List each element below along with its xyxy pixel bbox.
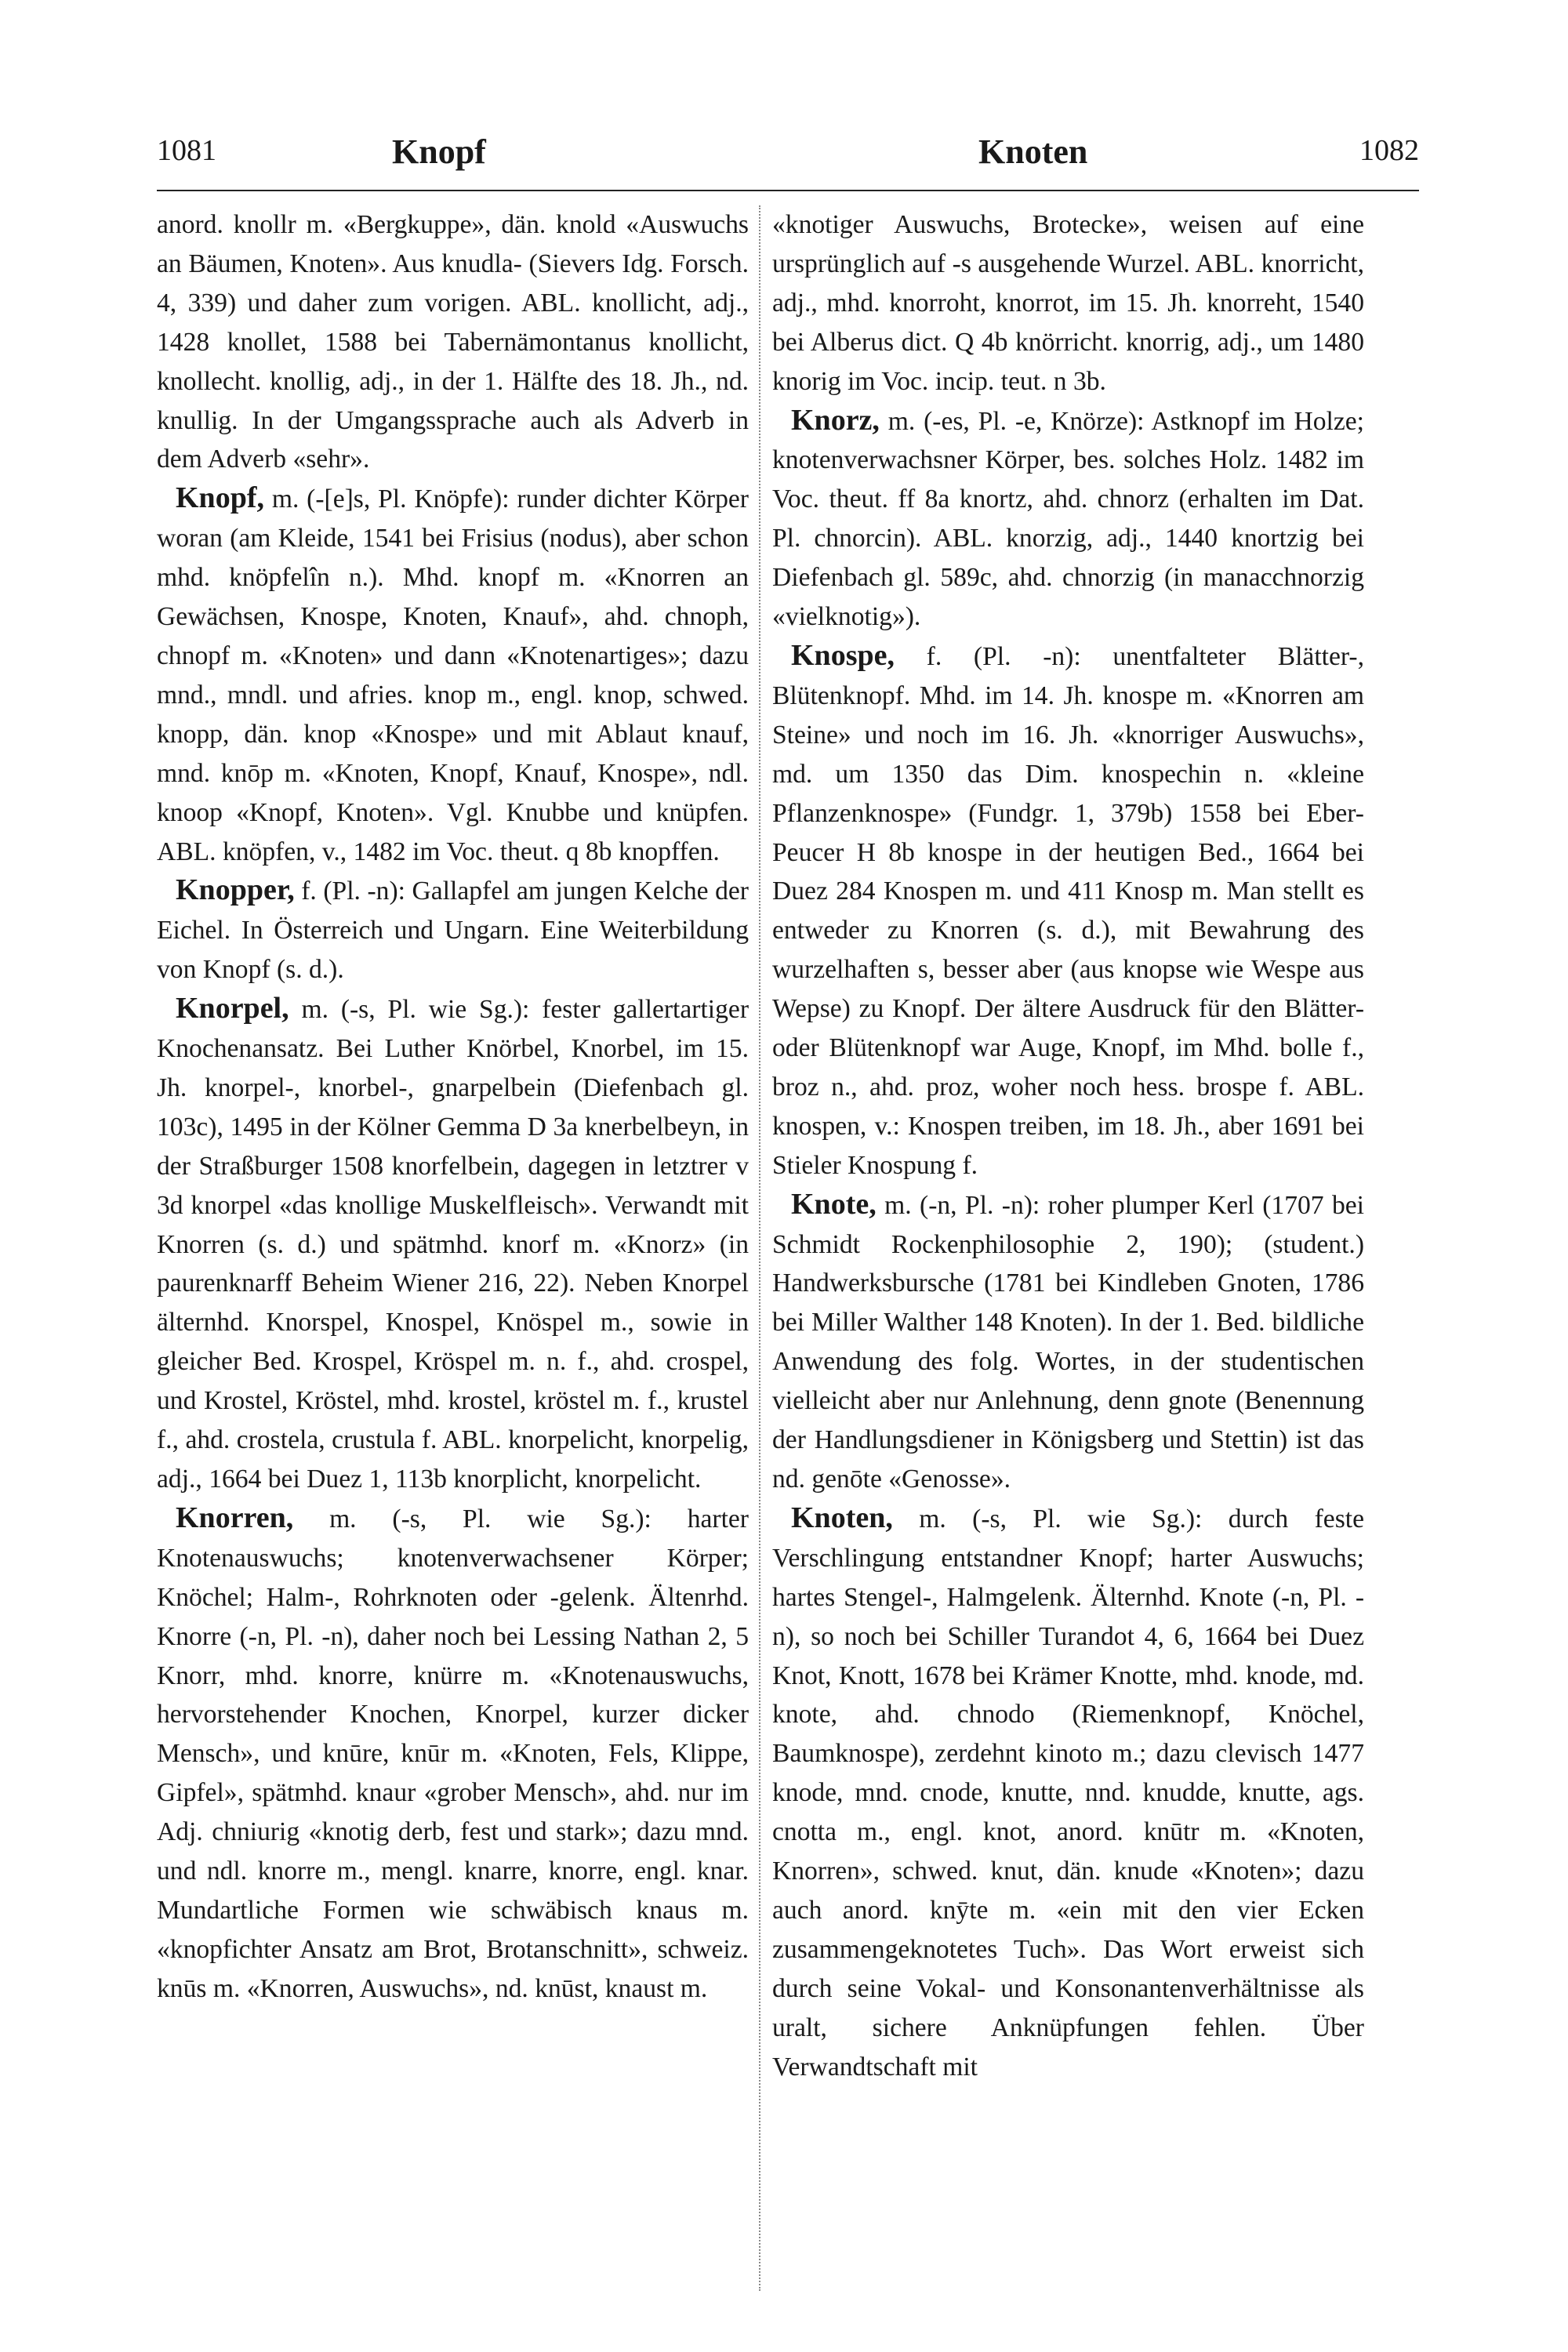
entry-headword: Knorren, <box>176 1501 294 1534</box>
dictionary-entry <box>772 637 1364 1185</box>
page-header <box>157 133 1419 188</box>
left-column <box>157 205 749 2322</box>
column-divider <box>759 205 761 2291</box>
dictionary-entry <box>772 1499 1364 2087</box>
dictionary-entry <box>157 989 749 1499</box>
entry-headword: Knote, <box>791 1187 877 1221</box>
header-rule <box>157 190 1419 191</box>
right-guide-word: Knoten <box>978 132 1088 171</box>
entry-text: f. (Pl. -n): unentfalteter Blätter-, Blütenknopf. Mhd. im 14. Jh. knospe m. «Knorren am Steine» und noch im 16. Jh. «knorriger Auswuchs», md. um 1350 das Dim. knospechin n. «kleine Pflanzenknospe» (Fundgr. 1, 379b) 1558 bei Eber-Peucer H 8b knospe in der heutigen Bed., 1664 bei Duez 284 Knospen m. und 411 Knosp m. Man stellt es entweder zu Knorren (s. d.), mit Bewahrung des wurzelhaften s, besser aber (aus knopse wie Wespe aus Wepse) zu Knopf. Der ältere Ausdruck für den Blätter- oder Blütenknopf war Auge, Knopf, im Mhd. bolle f., broz n., ahd. proz, woher noch hess. brospe f. ABL. knospen, v.: Knospen treiben, im 18. Jh., aber 1691 bei Stieler Knospung f. <box>772 641 1364 1180</box>
right-page-number: 1082 <box>1359 134 1419 167</box>
entry-headword: Knospe, <box>791 638 895 672</box>
dictionary-entry <box>157 479 749 871</box>
entry-text: m. (-s, Pl. wie Sg.): harter Knotenauswuchs; knotenverwachsener Körper; Knöchel; Halm-, Rohrknoten oder -gelenk. Ältenrhd. Knorre (-n, Pl. -n), daher noch bei Lessing Nathan 2, 5 Knorr, mhd. knorre, knürre m. «Knotenauswuchs, hervorstehender Knochen, Knorpel, kurzer dicker Mensch», und knūre, knūr m. «Knoten, Fels, Klippe, Gipfel», spätmhd. knaur «grober Mensch», ahd. nur im Adj. chniurig «knotig derb, fest und stark»; dazu mnd. und ndl. knorre m., mengl. knarre, knorre, engl. knar. Mundartliche Formen wie schwäbisch knaus m. «knopfichter Ansatz am Brot, Brotanschnitt», schweiz. knūs m. «Knorren, Auswuchs», nd. knūst, knaust m. <box>157 1504 749 2003</box>
dictionary-entry <box>157 871 749 989</box>
entry-text: «knotiger Auswuchs, Brotecke», weisen auf eine ursprünglich auf -s ausgehende Wurzel. ABL. knorricht, adj., mhd. knorroht, knorrot, im 15. Jh. knorreht, 1540 bei Alberus dict. Q 4b knörricht. knorrig, adj., um 1480 knorig im Voc. incip. teut. n 3b. <box>772 210 1364 396</box>
entry-headword: Knopper, <box>176 873 295 907</box>
entry-text: f. (Pl. -n): Gallapfel am jungen Kelche der Eichel. In Österreich und Ungarn. Eine Weiterbildung von Knopf (s. d.). <box>157 877 749 985</box>
entry-text: m. (-[e]s, Pl. Knöpfe): runder dichter Körper woran (am Kleide, 1541 bei Frisius (nodus), aber schon mhd. knöpfelîn n.). Mhd. knopf m. «Knorren an Gewächsen, Knospe, Knoten, Knauf», ahd. chnoph, chnopf m. «Knoten» und dann «Knotenartiges»; dazu mnd., mndl. und afries. knop m., engl. knop, schwed. knopp, dän. knop «Knospe» und mit Ablaut knauf, mnd. knōp m. «Knoten, Knopf, Knauf, Knospe», ndl. knoop «Knopf, Knoten». Vgl. Knubbe und knüpfen. ABL. knöpfen, v., 1482 im Voc. theut. q 8b knopffen. <box>157 485 749 866</box>
right-column <box>772 205 1364 2322</box>
left-guide-word: Knopf <box>392 132 486 171</box>
entry-text: m. (-n, Pl. -n): roher plumper Kerl (1707 bei Schmidt Rockenphilosophie 2, 190); (student.) Handwerksbursche (1781 bei Kindleben Gnoten, 1786 bei Miller Walther 148 Knoten). In der 1. Bed. bildliche Anwendung des folg. Wortes, in der studentischen vielleicht aber nur Anlehnung, denn gnote (Benennung der Handlungsdiener in Königsberg und Stettin) ist das nd. genōte «Genosse». <box>772 1190 1364 1494</box>
dictionary-entry <box>772 401 1364 637</box>
entry-headword: Knoten, <box>791 1501 893 1534</box>
entry-text: m. (-s, Pl. wie Sg.): durch feste Verschlingung entstandner Knopf; harter Auswuchs; hartes Stengel-, Halmgelenk. Älternhd. Knote (-n, Pl. -n), so noch bei Schiller Turandot 4, 6, 1664 bei Duez Knot, Knott, 1678 bei Krämer Knotte, mhd. knode, md. knote, ahd. chnodo (Riemenknopf, Knöchel, Baumknospe), zerdehnt kinoto m.; dazu clevisch 1477 knode, mnd. cnode, knutte, nnd. knudde, knutte, ags. cnotta m., engl. knot, anord. knūtr m. «Knoten, Knorren», schwed. knut, dän. knude «Knoten»; dazu auch anord. knȳte m. «ein mit den vier Ecken zusammengeknotetes Tuch». Das Wort erweist sich durch seine Vokal- und Konsonantenverhältnisse als uralt, sichere Anknüpfungen fehlen. Über Verwandtschaft mit <box>772 1504 1364 2082</box>
entry-headword: Knorz, <box>791 403 880 437</box>
entry-headword: Knorpel, <box>176 992 289 1025</box>
dictionary-entry <box>157 205 749 479</box>
entry-headword: Knopf, <box>176 481 264 515</box>
left-page-number: 1081 <box>157 134 216 167</box>
entry-text: anord. knollr m. «Bergkuppe», dän. knold «Auswuchs an Bäumen, Knoten». Aus knudla- (Sievers Idg. Forsch. 4, 339) und daher zum vorigen. ABL. knollicht, adj., 1428 knollet, 1588 bei Tabernämontanus knollicht, knollecht. knollig, adj., in der 1. Hälfte des 18. Jh., nd. knullig. In der Umgangssprache auch als Adverb in dem Adverb «sehr». <box>157 210 749 474</box>
entry-text: m. (-s, Pl. wie Sg.): fester gallertartiger Knochenansatz. Bei Luther Knörbel, Knorbel, im 15. Jh. knorpel-, knorbel-, gnarpelbein (Diefenbach gl. 103c), 1495 in der Kölner Gemma D 3a knerbelbeyn, in der Straßburger 1508 knorfelbein, dagegen in letztrer v 3d knorpel «das knollige Muskelfleisch». Verwandt mit Knorren (s. d.) und spätmhd. knorf m. «Knorz» (in paurenknarff Beheim Wiener 216, 22). Neben Knorpel älternhd. Knorspel, Knospel, Knöspel m., sowie in gleicher Bed. Krospel, Kröspel m. n. f., ahd. crospel, und Krostel, Kröstel, mhd. krostel, kröstel m. f., krustel f., ahd. crostela, crustula f. ABL. knorpelicht, knorpelig, adj., 1664 bei Duez 1, 113b knorplicht, knorpelicht. <box>157 995 749 1494</box>
entry-text: m. (-es, Pl. -e, Knörze): Astknopf im Holze; knotenverwachsner Körper, bes. solches Holz. 1482 im Voc. theut. ff 8a knortz, ahd. chnorz (erhalten im Dat. Pl. chnorcin). ABL. knorzig, adj., 1440 knortzig bei Diefenbach gl. 589c, ahd. chnorzig (in manacchnorzig «vielknotig»). <box>772 406 1364 632</box>
dictionary-entry <box>772 205 1364 401</box>
dictionary-entry <box>157 1499 749 2009</box>
dictionary-entry <box>772 1185 1364 1499</box>
